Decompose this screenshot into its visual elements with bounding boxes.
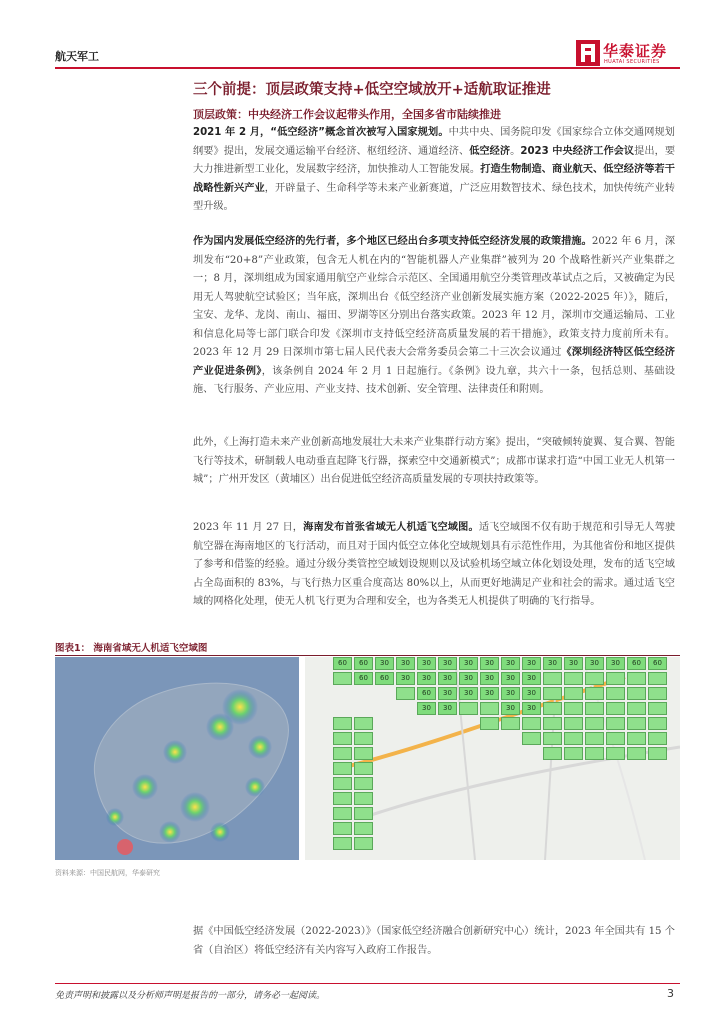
section-label: 航天军工 [55,50,99,63]
grid-cell: 30 [396,672,415,685]
grid-cell: 30 [564,657,583,670]
grid-cell [333,717,352,730]
figure-image [55,657,680,860]
grid-cell [522,732,541,745]
grid-cell [627,747,646,760]
grid-cell [354,837,373,850]
grid-cell [648,672,667,685]
grid-cell [354,822,373,835]
p1-bold-3: 2023 中央经济工作会议 [520,145,635,157]
grid-cell [333,822,352,835]
grid-cell [648,702,667,715]
paragraph-2 [193,233,675,400]
page-number: 3 [667,987,674,1000]
grid-cell: 30 [606,657,625,670]
grid-cell [480,702,499,715]
grid-map-panel [305,657,680,860]
paragraph-4 [193,519,675,612]
grid-cell [606,732,625,745]
p1-text-2: 。 [510,145,521,157]
grid-cell [648,717,667,730]
grid-cell [354,792,373,805]
p2-text-2: ，该条例自 2024 年 2 月 1 日起施行。《条例》设九章，共六十一条，包括总则、基础设施、飞行服务、产业应用、产业支持、技术创新、安全管理、法律责任和附则。 [193,365,676,395]
grid-cell [585,687,604,700]
paragraph-5 [193,923,675,960]
grid-cell [333,777,352,790]
grid-cell: 30 [459,657,478,670]
grid-cell [333,747,352,760]
grid-cell [459,702,478,715]
p2-bold-1: 作为国内发展低空经济的先行者，多个地区已经出台多项支持低空经济发展的政策措施。 [193,236,592,247]
grid-cell [543,747,562,760]
grid-cell [648,747,667,760]
hainan-island-heatmap [55,657,299,860]
grid-cell [522,717,541,730]
heatmap-panel [55,657,299,860]
figure-source: 资料来源：中国民航网，华泰研究 [55,869,160,877]
section-title: 三个前提：顶层政策支持+低空空域放开+适航取证推进 [193,82,551,98]
grid-cell [564,732,583,745]
header-divider [55,67,680,69]
figure-divider [55,655,680,656]
grid-cell [564,687,583,700]
grid-cell [585,732,604,745]
grid-cell [480,717,499,730]
grid-cell [627,687,646,700]
grid-cell: 30 [522,702,541,715]
p1-bold-4: 打造生物制造、商业航天、低空经济等若干战略性新兴产业 [193,164,675,194]
grid-cell: 30 [417,702,436,715]
p1-bold-1: 2021 年 2 月，“低空经济”概念首次被写入国家规划。 [193,127,449,138]
p4-text-1: 2023 年 11 月 27 日， [193,522,304,533]
sub-title: 顶层政策：中央经济工作会议起带头作用，全国多省市陆续推进 [193,108,501,121]
grid-cell: 30 [480,687,499,700]
grid-cell [333,837,352,850]
p4-bold-1: 海南发布首张省域无人机适飞空域图。 [303,522,479,533]
grid-cell [627,732,646,745]
grid-cell [501,717,520,730]
grid-cell: 60 [375,672,394,685]
grid-cell: 30 [459,672,478,685]
grid-cell: 30 [543,657,562,670]
grid-cell: 30 [522,657,541,670]
grid-cell [606,672,625,685]
paragraph-3 [193,434,675,490]
grid-cell [354,747,373,760]
grid-cell: 30 [438,657,457,670]
grid-cell [333,732,352,745]
grid-cell: 30 [417,657,436,670]
grid-cell [606,702,625,715]
grid-cell [585,672,604,685]
footer-divider [55,983,680,984]
p1-bold-2: 低空经济 [469,145,511,157]
grid-cell: 60 [354,657,373,670]
brand-logo [576,40,681,70]
grid-cell: 30 [501,672,520,685]
paragraph-1 [193,124,675,217]
grid-cell [627,672,646,685]
grid-cell: 60 [333,657,352,670]
grid-cell [627,717,646,730]
grid-cell [606,687,625,700]
grid-cell: 30 [438,687,457,700]
grid-cell [354,762,373,775]
p1-text-1: 中共中央、国务院印发《国家综合立体交通网规划纲要》提出，发展交通运输平台经济、枢纽经济、通道经济、 [193,127,675,157]
grid-cell [354,717,373,730]
grid-cell [333,807,352,820]
grid-cell: 30 [501,657,520,670]
grid-cell: 30 [480,672,499,685]
grid-cell [354,807,373,820]
grid-cell [606,747,625,760]
figure-caption: 图表1： 海南省域无人机适飞空域图 [55,643,208,654]
p5-text-1: 据《中国低空经济发展（2022-2023）》（国家低空经济融合创新研究中心）统计，2023 年全国共有 15 个省（自治区）将低空经济有关内容写入政府工作报告。 [193,926,675,956]
grid-cell [333,792,352,805]
grid-cell [648,732,667,745]
grid-cell: 30 [480,657,499,670]
grid-cell: 30 [396,657,415,670]
p1-text-3: 提出，要大力推进新型工业化，发展数字经济，加快推动人工智能发展。 [193,145,676,175]
grid-cell [396,687,415,700]
p3-text-1: 此外，《上海打造未来产业创新高地发展壮大未来产业集群行动方案》提出，“突破倾转旋翼、复合翼、智能飞行等技术，研制载人电动垂直起降飞行器，探索空中交通新模式”；成都市谋求打造“中国工业无人机第一城”；广州开发区（黄埔区）出台促进低空经济高质量发展的专项扶持政策等。 [193,437,675,485]
p2-bold-2: 《深圳经济特区低空经济产业促进条例》 [193,347,675,377]
footer-disclaimer: 免责声明和披露以及分析师声明是报告的一部分，请务必一起阅读。 [55,991,326,1001]
grid-cell: 30 [501,702,520,715]
grid-cell [543,687,562,700]
grid-cell [585,717,604,730]
logo-text: 华泰证券 [603,42,668,60]
grid-cell: 30 [417,672,436,685]
airspace-grid [333,657,680,860]
grid-cell: 30 [522,672,541,685]
grid-cell [585,747,604,760]
grid-cell [354,777,373,790]
p4-text-2: 适飞空域图不仅有助于规范和引导无人驾驶航空器在海南地区的飞行活动，而且对于国内低空立体化空域规划具有示范性作用，为其他省份和地区提供了参考和借鉴的经验。通过分级分类管控空域划设规则以及试验机场空域立体化划设处理，发布的适飞空域占全岛面积的 83%，与飞行热力区重合度高达 80%以上，从而更好地满足产业和社会的需求。通过适飞空域的网格化处理，使无人机飞行更为合理和安全，也为各类无人机提供了明确的飞行指导。 [193,522,676,607]
logo-mark-icon [576,40,600,66]
grid-cell: 60 [417,687,436,700]
grid-cell [627,702,646,715]
grid-cell [333,762,352,775]
grid-cell [564,702,583,715]
grid-cell [585,702,604,715]
grid-cell [543,717,562,730]
p1-text-4: ，开辟量子、生命科学等未来产业新赛道，广泛应用数智技术、绿色技术，加快传统产业转型升级。 [193,182,675,212]
grid-cell [354,732,373,745]
grid-cell: 30 [459,687,478,700]
grid-cell: 60 [354,672,373,685]
grid-cell [606,717,625,730]
grid-cell [543,732,562,745]
grid-cell: 60 [627,657,646,670]
grid-cell: 30 [522,687,541,700]
grid-cell: 30 [585,657,604,670]
grid-cell [648,687,667,700]
grid-cell: 30 [501,687,520,700]
grid-cell: 30 [375,657,394,670]
grid-cell [564,747,583,760]
grid-cell: 30 [438,702,457,715]
grid-cell [564,672,583,685]
grid-cell: 60 [648,657,667,670]
p2-text-1: 2022 年 6 月，深圳发布“20+8”产业政策，包含无人机在内的“智能机器人产业集群”被列为 20 个战略性新兴产业集群之一；8 月，深圳组成为国家通用航空产业综合示范区、全国通用航空分类管理改革试点之后，又被确定为民用无人驾驶航空试验区；当年底，深圳出台《低空经济产业创新发展实施方案（2022-2025 年）》，随后，宝安、龙华、龙岗、南山、福田、罗湖等区分别出台落实政策。2023 年 12 月，深圳市交通运输局、工业和信息化局等七部门联合印发《深圳市支持低空经济高质量发展的若干措施》，政策支持力度前所未有。2023 年 12 月 29 日深圳市第七届人民代表大会常务委员会第二十三次会议通过 [193,236,676,358]
grid-cell [564,717,583,730]
logo-subtext: HUATAI SECURITIES [604,59,660,65]
grid-cell [543,702,562,715]
grid-cell: 30 [438,672,457,685]
grid-cell [543,672,562,685]
grid-cell [333,672,352,685]
